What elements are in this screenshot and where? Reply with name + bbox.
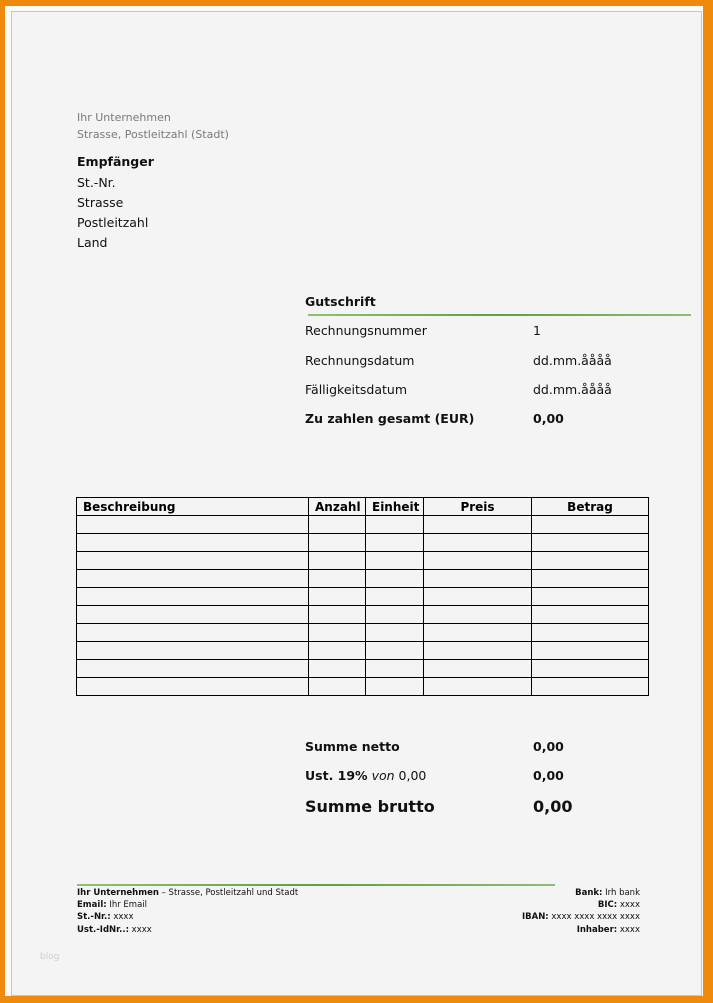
table-cell bbox=[532, 516, 649, 534]
vat-von: von bbox=[371, 768, 395, 783]
footer-owner: Inhaber: xxxx bbox=[576, 925, 640, 935]
recipient-line: St.-Nr. bbox=[77, 175, 116, 190]
table-cell bbox=[424, 624, 532, 642]
items-table bbox=[76, 497, 649, 696]
table-cell bbox=[424, 588, 532, 606]
table-cell bbox=[424, 570, 532, 588]
table-cell bbox=[424, 534, 532, 552]
field-value-total: 0,00 bbox=[533, 411, 564, 426]
table-cell bbox=[424, 642, 532, 660]
field-value: dd.mm.åååå bbox=[533, 382, 612, 397]
table-header-row bbox=[77, 498, 649, 516]
col-anzahl: Anzahl bbox=[309, 498, 366, 516]
table-cell bbox=[77, 624, 309, 642]
table-cell bbox=[366, 534, 424, 552]
net-value: 0,00 bbox=[533, 739, 564, 754]
table-cell bbox=[532, 570, 649, 588]
vat-label bbox=[305, 768, 426, 783]
table-cell bbox=[532, 642, 649, 660]
table-row bbox=[77, 642, 649, 660]
table-cell bbox=[309, 624, 366, 642]
footer-iban: IBAN: xxxx xxxx xxxx xxxx bbox=[521, 912, 640, 922]
table-cell bbox=[532, 678, 649, 696]
table-cell bbox=[424, 606, 532, 624]
table-cell bbox=[532, 552, 649, 570]
table-cell bbox=[309, 678, 366, 696]
table-cell bbox=[366, 606, 424, 624]
footer-bank: Bank: Irh bank bbox=[575, 888, 640, 898]
table-cell bbox=[532, 588, 649, 606]
table-cell bbox=[77, 660, 309, 678]
recipient-line: Strasse bbox=[77, 195, 124, 210]
table-cell bbox=[309, 552, 366, 570]
net-label: Summe netto bbox=[305, 739, 400, 754]
col-preis: Preis bbox=[424, 498, 532, 516]
table-row bbox=[77, 624, 649, 642]
table-cell bbox=[424, 516, 532, 534]
field-label: Fälligkeitsdatum bbox=[305, 382, 408, 397]
table-cell bbox=[366, 570, 424, 588]
table-row bbox=[77, 660, 649, 678]
sender-company: Ihr Unternehmen bbox=[77, 111, 171, 124]
table-cell bbox=[366, 660, 424, 678]
table-cell bbox=[366, 516, 424, 534]
footer-bic: BIC: xxxx bbox=[597, 900, 640, 910]
footer-email: Email: Ihr Email bbox=[77, 900, 148, 910]
table-cell bbox=[366, 642, 424, 660]
table-row bbox=[77, 534, 649, 552]
table-row bbox=[77, 606, 649, 624]
vat-value: 0,00 bbox=[533, 768, 564, 783]
table-cell bbox=[532, 606, 649, 624]
table-cell bbox=[309, 516, 366, 534]
table-cell bbox=[424, 552, 532, 570]
table-cell bbox=[424, 678, 532, 696]
footer-tax-number: St.-Nr.: xxxx bbox=[77, 912, 134, 922]
table-cell bbox=[309, 606, 366, 624]
table-cell bbox=[532, 534, 649, 552]
col-beschreibung: Beschreibung bbox=[77, 498, 309, 516]
vat-base: 0,00 bbox=[398, 768, 427, 783]
col-einheit: Einheit bbox=[366, 498, 424, 516]
gross-value: 0,00 bbox=[533, 797, 573, 816]
sender-address: Strasse, Postleitzahl (Stadt) bbox=[77, 128, 229, 141]
field-label: Rechnungsnummer bbox=[305, 323, 427, 338]
table-cell bbox=[309, 588, 366, 606]
document-title: Gutschrift bbox=[305, 294, 376, 309]
field-label-total: Zu zahlen gesamt (EUR) bbox=[305, 411, 475, 426]
table-row bbox=[77, 678, 649, 696]
recipient-line: Land bbox=[77, 235, 108, 250]
title-divider bbox=[308, 314, 691, 316]
field-value: 1 bbox=[533, 323, 541, 338]
table-cell bbox=[366, 678, 424, 696]
table-cell bbox=[532, 624, 649, 642]
table-cell bbox=[309, 570, 366, 588]
vat-rate: Ust. 19% bbox=[305, 768, 368, 783]
table-cell bbox=[309, 642, 366, 660]
table-cell bbox=[77, 588, 309, 606]
table-row bbox=[77, 516, 649, 534]
watermark: blog bbox=[40, 952, 60, 962]
table-row bbox=[77, 552, 649, 570]
table-cell bbox=[366, 552, 424, 570]
table-cell bbox=[309, 534, 366, 552]
table-cell bbox=[77, 570, 309, 588]
table-cell bbox=[77, 642, 309, 660]
footer-vat-id: Ust.-IdNr..: xxxx bbox=[77, 925, 152, 935]
table-cell bbox=[77, 552, 309, 570]
table-cell bbox=[77, 606, 309, 624]
table-cell bbox=[366, 624, 424, 642]
recipient-line: Postleitzahl bbox=[77, 215, 149, 230]
table-cell bbox=[77, 678, 309, 696]
table-cell bbox=[77, 534, 309, 552]
table-cell bbox=[532, 660, 649, 678]
recipient-title: Empfänger bbox=[77, 154, 154, 169]
field-value: dd.mm.åååå bbox=[533, 353, 612, 368]
table-row bbox=[77, 588, 649, 606]
table-cell bbox=[77, 516, 309, 534]
col-betrag: Betrag bbox=[532, 498, 649, 516]
table-cell bbox=[366, 588, 424, 606]
table-row bbox=[77, 570, 649, 588]
footer-company: Ihr Unternehmen – Strasse, Postleitzahl und Stadt bbox=[77, 888, 299, 898]
table-cell bbox=[424, 660, 532, 678]
footer-divider bbox=[77, 884, 555, 886]
table-cell bbox=[309, 660, 366, 678]
gross-label: Summe brutto bbox=[305, 797, 435, 816]
field-label: Rechnungsdatum bbox=[305, 353, 415, 368]
